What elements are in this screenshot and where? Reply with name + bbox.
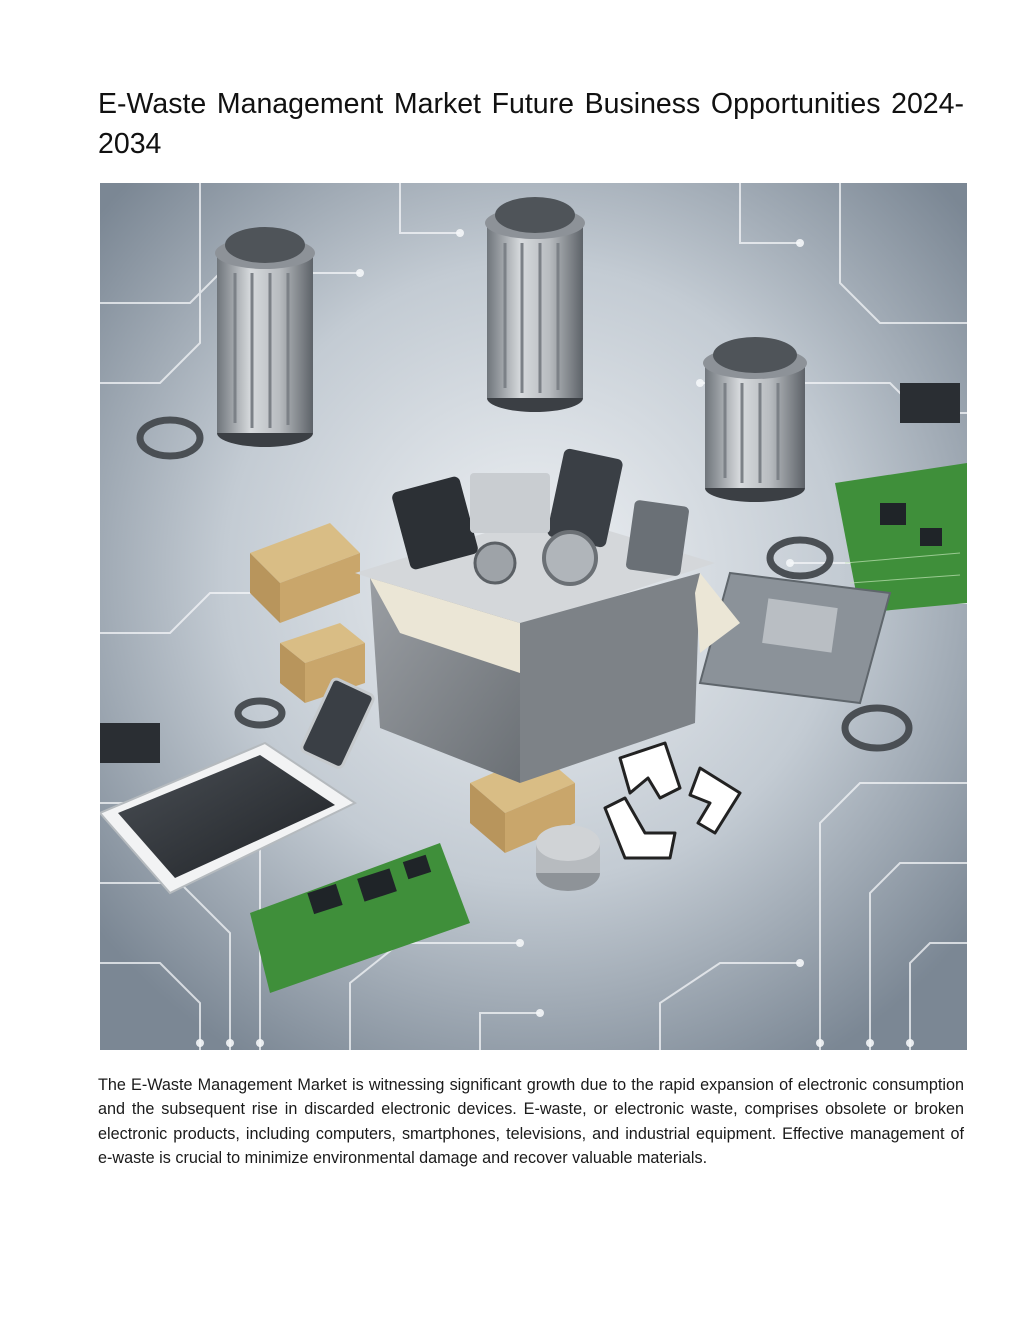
chip-left [100,723,160,763]
e-waste-illustration [100,183,967,1050]
chip-top-right [900,383,960,423]
trash-can-right [703,337,807,502]
page-title: E-Waste Management Market Future Business Opportunities 2024-2034 [98,88,964,160]
speaker-device [536,825,600,891]
trash-can-center [485,197,585,412]
body-paragraph: The E-Waste Management Market is witnessing significant growth due to the rapid expansion of electronic consumption and the subsequent rise in discarded electronic devices. E-waste, or electronic waste, comprises obsolete or broken electronic products, including computers, smartphones, televisions, and industrial equipment. Effective management of e-waste is crucial to minimize environmental damage and recover valuable materials. [98,1076,964,1168]
e-waste-illustration-svg [100,183,967,1050]
trash-can-left [215,227,315,447]
